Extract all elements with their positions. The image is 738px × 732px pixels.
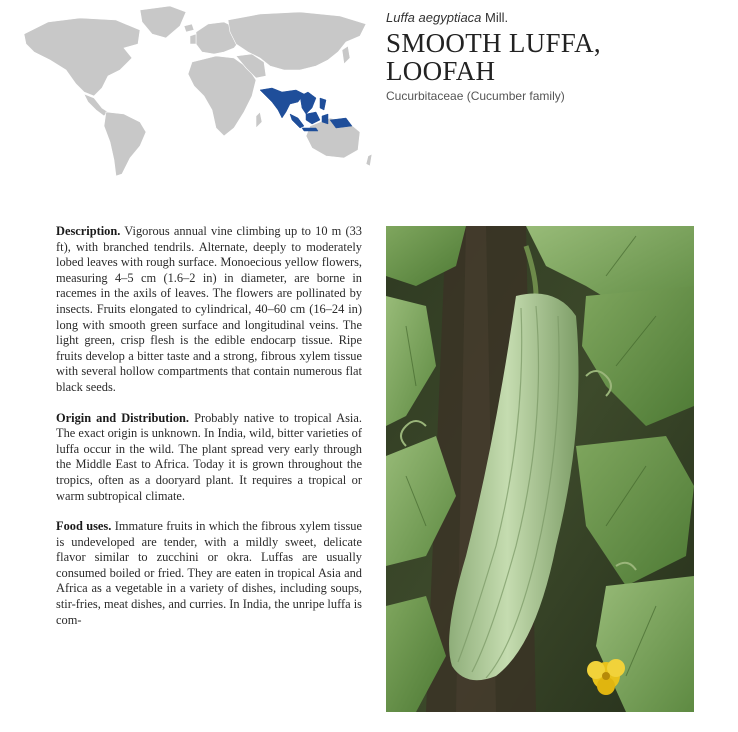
- scientific-name: [386, 10, 726, 26]
- body-text: [56, 224, 362, 643]
- description-heading: Description.: [56, 224, 121, 238]
- map-north-america: [24, 18, 140, 96]
- world-map-svg: [20, 4, 372, 180]
- map-range-borneo: [306, 112, 320, 124]
- species-header: [386, 10, 726, 103]
- luffa-photo-svg: [386, 226, 694, 712]
- common-name-line-1: SMOOTH LUFFA,: [386, 28, 601, 58]
- food-uses-text: Immature fruits in which the fibrous xylem tissue is undeveloped are tender, with a mildly sweet, delicate flavor similar to zucchini or okra. Luffas are usually consumed boiled or fried. They are eaten in tropical Asia and Africa as a vegetable in a variety of dishes, including soups, stir-fries, meat dishes, and curries. In India, the unripe luffa is com-: [56, 519, 362, 627]
- origin-heading: Origin and Distribution.: [56, 410, 190, 425]
- description-text: Vigorous annual vine climbing up to 10 m (33 ft), with branched tendrils. Alternate, deeply to moderately lobed leaves with rough surface. Monoecious yellow flowers, measuring 4–5 cm (1.6–2 in) in diameter, are borne in racemes in the axils of leaves. The flowers are pollinated by insects. Fruits elongated to cylindrical, 40–60 cm (16–24 in) long with smooth green surface and longitudinal veins. The light green, crisp flesh is the edible endocarp tissue. Ripe fruits develop a bitter taste and a strong, fibrous xylem tissue with several hollow compartments that contain numerous flat black seeds.: [56, 224, 362, 394]
- map-south-america: [104, 112, 146, 176]
- map-uk: [190, 34, 196, 44]
- map-range-india: [260, 88, 304, 118]
- distribution-map: [20, 4, 372, 180]
- food-uses-section: [56, 519, 362, 628]
- origin-text: Probably native to tropical Asia. The exact origin is unknown. In India, wild, bitter varieties of luffa occur in the wild. The plant spread very early through the Middle East to Africa. Today it is grown throughout the tropics, often as a dooryard plant. It requires a tropical or warm subtropical climate.: [56, 410, 362, 503]
- origin-section: [56, 411, 362, 505]
- map-greenland: [140, 6, 186, 38]
- common-name-line-2: LOOFAH: [386, 56, 496, 86]
- map-range-indochina: [300, 92, 316, 114]
- scientific-binomial: Luffa aegyptiaca: [386, 10, 482, 25]
- food-uses-heading: Food uses.: [56, 519, 112, 534]
- map-central-america: [84, 94, 108, 116]
- map-range-sulawesi: [322, 114, 328, 124]
- map-range-philippines: [320, 98, 326, 110]
- map-new-zealand: [366, 154, 372, 166]
- map-range-java: [302, 128, 318, 131]
- map-range-sumatra: [290, 114, 304, 128]
- family-name: Cucurbitaceae (Cucumber family): [386, 89, 565, 103]
- description-section: [56, 224, 362, 396]
- map-japan: [342, 46, 350, 64]
- map-madagascar: [256, 112, 262, 128]
- common-name: [386, 29, 726, 85]
- map-iceland: [184, 24, 194, 32]
- luffa-photo: [386, 226, 694, 712]
- scientific-author: Mill.: [481, 10, 509, 25]
